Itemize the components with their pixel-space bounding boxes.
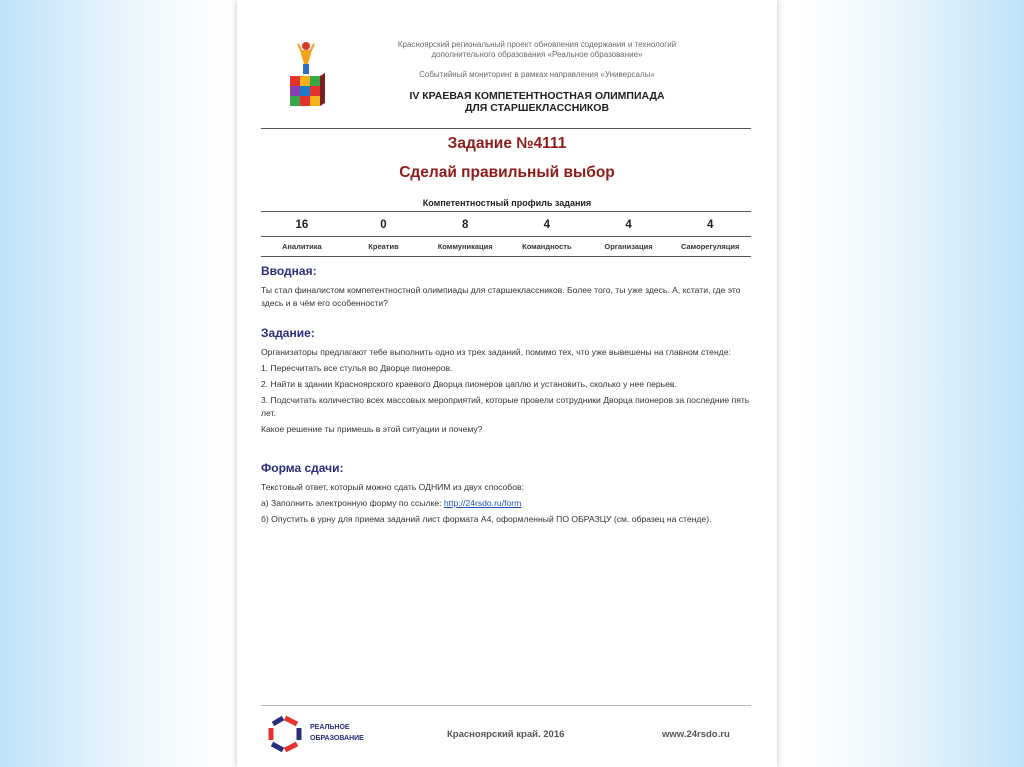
form-link[interactable]: http://24rsdo.ru/form [443,498,522,508]
profile-label: Командность [522,242,572,251]
header-divider [261,128,751,129]
profile-value: 4 [543,219,551,231]
profile-label: Организация [604,242,653,251]
competence-profile-table [261,215,751,251]
submission-option-b: б) Опустить в урну для приема заданий лист формата А4, оформленный ПО ОБРАЗЦУ (см. образец на стенде). [261,514,712,524]
assignment-option-2: 2. Найти в здании Красноярского краевого Дворца пионеров цаплю и установить, сколько у нее перьев. [261,379,677,389]
submission-option-a [261,497,751,510]
assignment-option-1: 1. Пересчитать все стулья во Дворце пионеров. [261,363,453,373]
footer-logo-line-2: ОБРАЗОВАНИЕ [310,735,364,742]
footer-region-year: Красноярский край. 2016 [447,729,565,740]
profile-cell-organization [588,215,670,251]
olympiad-title-line-2: ДЛЯ СТАРШЕКЛАССНИКОВ [464,102,610,114]
intro-heading: Вводная: [261,264,317,278]
assignment-question: Какое решение ты примешь в этой ситуации и почему? [261,424,483,434]
monitoring-line: Событийный мониторинг в рамках направления «Универсалы» [419,70,655,79]
profile-label: Саморегуляция [680,242,740,251]
assignment-section [261,326,751,439]
profile-cell-teamwork [506,215,588,251]
profile-bottom-divider [261,256,751,257]
assignment-heading: Задание: [261,326,315,340]
intro-text: Ты стал финалистом компетентностной олимпиады для старшеклассников. Более того, ты уже здесь. А, кстати, где это здесь и в чём его особенности? [261,285,741,308]
footer-logo-line-1: РЕАЛЬНОЕ [310,724,350,731]
task-name: Сделай правильный выбор [399,164,615,181]
footer-site: www.24rsdo.ru [662,729,730,740]
profile-cell-analytics [261,215,343,251]
project-line-2: дополнительного образования «Реальное образование» [431,50,643,59]
project-header [347,40,727,60]
olympiad-title [347,90,727,114]
profile-mid-divider [261,236,751,237]
profile-cell-self-regulation [669,215,751,251]
footer-logo-text [310,722,364,744]
olympiad-logo-icon [286,38,326,116]
real-education-logo-icon [265,714,305,754]
profile-value: 4 [625,219,632,231]
submission-intro: Текстовый ответ, который можно сдать ОДНИМ из двух способов: [261,482,524,492]
profile-cell-communication [424,215,506,251]
profile-label: Коммуникация [437,242,493,251]
profile-value: 16 [295,219,309,231]
assignment-paragraph: Организаторы предлагают тебе выполнить одно из трех заданий, помимо тех, что уже вывешены на главном стенде: [261,347,731,357]
profile-value: 8 [461,219,469,231]
profile-label: Креатив [368,242,399,251]
footer-divider [261,705,751,706]
profile-title: Компетентностный профиль задания [422,198,592,208]
assignment-option-3: 3. Подсчитать количество всех массовых мероприятий, которые провели сотрудники Дворца пионеров за последние пять лет. [261,395,750,418]
olympiad-title-line-1: IV КРАЕВАЯ КОМПЕТЕНТНОСТНАЯ ОЛИМПИАДА [409,90,665,102]
submission-heading: Форма сдачи: [261,461,344,475]
profile-top-divider [261,211,751,212]
intro-section [261,264,751,313]
profile-label: Аналитика [281,242,322,251]
submission-option-a-text: а) Заполнить электронную форму по ссылке: [261,498,444,508]
profile-value: 4 [706,219,714,231]
document-page [237,0,777,767]
profile-cell-creative [343,215,425,251]
profile-value: 0 [380,219,387,231]
project-line-1: Красноярский региональный проект обновления содержания и технологий [397,40,677,49]
submission-section [261,461,751,529]
task-number: Задание №4111 [447,135,567,152]
